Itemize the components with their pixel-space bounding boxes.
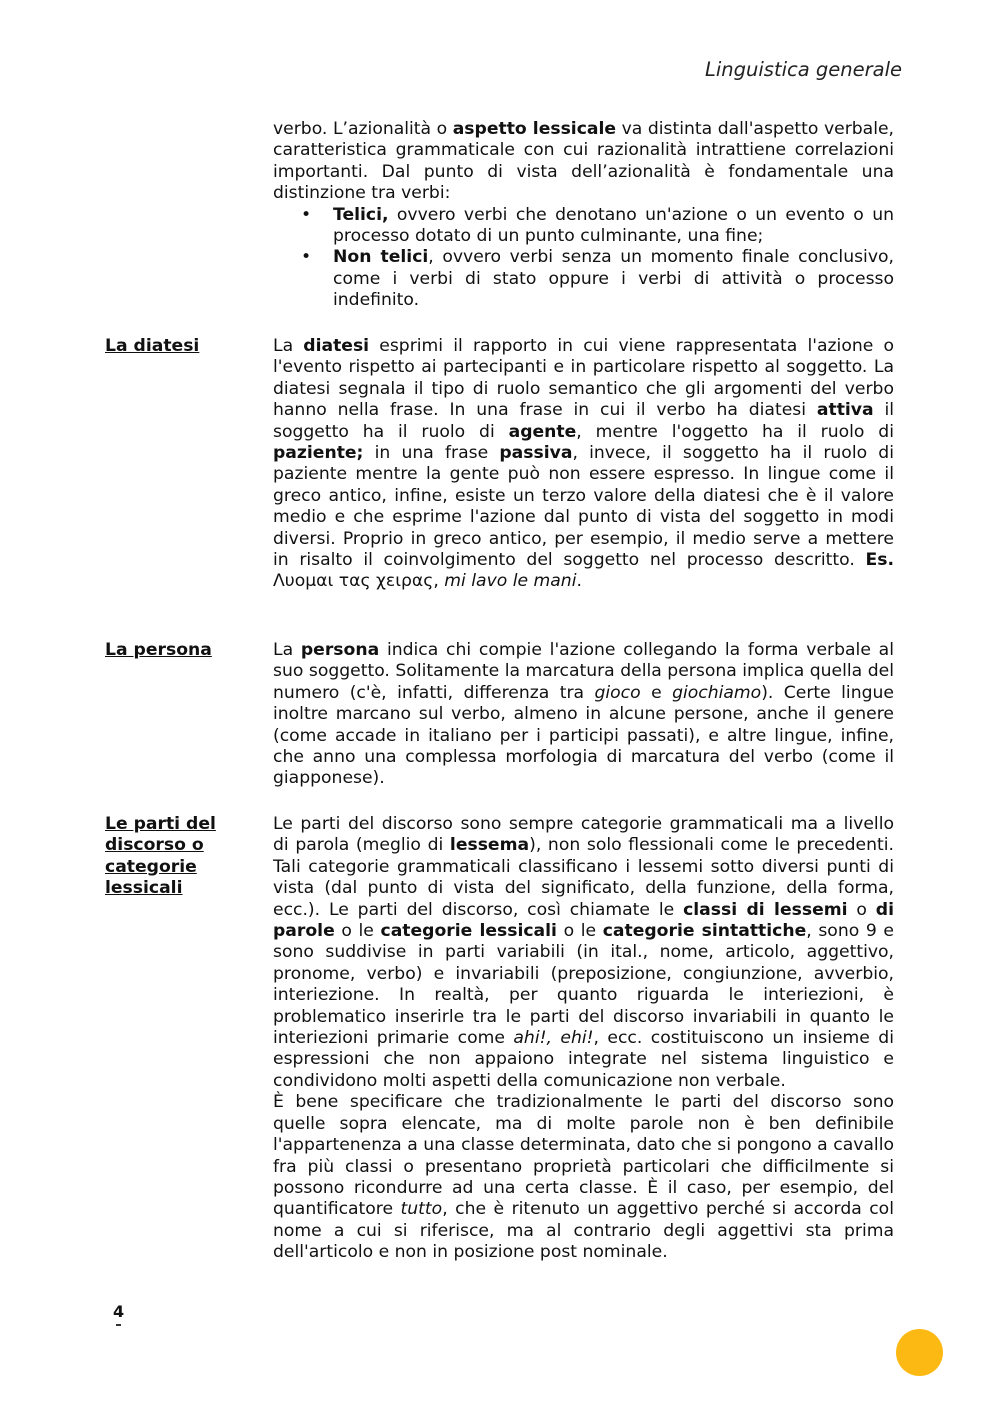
text-run: , ovvero verbi senza un momento finale conclusivo, come i verbi di stato oppure i verbi di attività o processo indefinito.: [333, 247, 894, 311]
bold-term: Telici,: [333, 204, 389, 225]
text-run: il soggetto ha il ruolo di: [273, 400, 895, 442]
italic-term: gioco: [594, 682, 641, 703]
bold-term: diatesi: [303, 336, 370, 356]
bold-term: aspetto lessicale: [452, 119, 617, 139]
text-run: Le parti del discorso sono sempre categorie grammaticali ma a livello di parola (meglio di: [273, 814, 894, 856]
section-body: [273, 814, 894, 1264]
italic-term: mi lavo le mani: [444, 571, 577, 592]
italic-term: tutto: [400, 1199, 443, 1220]
bold-term: persona: [300, 640, 380, 660]
bold-term: lessema: [449, 835, 530, 856]
text-run: va distinta dall'aspetto verbale, caratteristica grammaticale con cui razionalità intrattiene correlazioni importanti. Dal punto di vista dell’azionalità è fondamentale una distinzione tra verbi:: [273, 119, 895, 204]
bullet-list: [273, 205, 894, 312]
page-number-mark: [116, 1324, 121, 1326]
bold-term: di parole: [273, 899, 894, 942]
section-label: La persona: [105, 640, 212, 660]
italic-term: giochiamo: [672, 682, 762, 703]
list-item: [333, 205, 894, 248]
bold-term: agente: [508, 421, 577, 442]
text-run: verbo. L’azionalità o: [273, 119, 453, 139]
text-run: , mentre l'oggetto ha il ruolo di: [576, 421, 894, 442]
text-run: .: [576, 571, 582, 592]
text-run: ). Certe lingue inoltre marcano sul verbo, almeno in alcune persone, anche il genere (come accade in italiano per i participi passati), e altre lingue, infine, che anno una complessa morfologia di marcatura del verbo (come il giapponese).: [273, 682, 894, 789]
section-label: La diatesi: [105, 336, 200, 356]
bold-term: paziente;: [273, 443, 364, 464]
section-body: [273, 640, 894, 790]
bold-term: Es.: [865, 550, 894, 571]
section-label: Le parti del discorso o categorie lessicali: [105, 814, 216, 899]
text-run: , sono 9 e sono suddivise in parti variabili (in ital., nome, articolo, aggettivo, pronome, verbo) e invariabili (preposizione, congiunzione, avverbio, interiezione. In realtà, per quanto riguarda le interiezioni, è problematico inserirle tra le parti del discorso invariabili in quanto le interiezioni primarie come: [273, 921, 895, 1049]
decorative-circle-icon: [896, 1329, 943, 1376]
page-number: 4: [113, 1302, 125, 1321]
text-run: La: [273, 640, 301, 660]
text-run: ), non solo flessionali come le precedenti. Tali categorie grammaticali classificano i lessemi sotto diversi punti di vista (dal punto di vista del significato, della funzione, della forma, ecc.). Le parti del discorso, così chiamate le: [273, 835, 894, 920]
bold-term: categorie sintattiche: [602, 921, 807, 942]
italic-term: ahi!, ehi!: [513, 1028, 594, 1049]
text-run: Λυομαι τας χειρας,: [273, 571, 445, 592]
bold-term: Non telici: [333, 247, 429, 268]
list-item: [333, 247, 894, 311]
intro-paragraph: [273, 119, 894, 312]
running-header: Linguistica generale: [705, 58, 902, 81]
section-body: [273, 336, 894, 593]
text-run: o: [847, 899, 876, 920]
text-run: in una frase: [363, 443, 500, 464]
text-run: È bene specificare che tradizionalmente le parti del discorso sono quelle sopra elencate, ma di molte parole non è ben definibile l'appartenenza a una classe determinata, dato che si pongono a cavallo fra più classi o presentano proprietà particolari che difficilmente si possono ricondurre ad una certa classe. È il caso, per esempio, del quantificatore: [273, 1092, 894, 1220]
text-run: ovvero verbi che denotano un'azione o un evento o un processo dotato di un punto culminante, una fine;: [333, 204, 894, 247]
text-run: o le: [334, 921, 381, 942]
text-run: o le: [556, 921, 603, 942]
bold-term: attiva: [816, 400, 874, 421]
text-run: esprimi il rapporto in cui viene rappresentata l'azione o l'evento rispetto ai partecipanti e in particolare rispetto al soggetto. La diatesi segnala il tipo di ruolo semantico che gli argomenti del verbo hanno nella frase. In una frase in cui il verbo ha diatesi: [273, 336, 894, 421]
text-run: e: [640, 682, 673, 703]
bold-term: passiva: [499, 443, 573, 464]
text-run: indica chi compie l'azione collegando la forma verbale al suo soggetto. Solitamente la marcatura della persona implica quella del numero (c'è, infatti, differenza tra: [273, 640, 894, 703]
text-run: , che è ritenuto un aggettivo perché si accorda col nome a cui si riferisce, ma al contrario degli aggettivi sta prima dell'articolo e non in posizione post nominale.: [273, 1199, 894, 1263]
text-run: La: [273, 336, 304, 356]
text-run: , invece, il soggetto ha il ruolo di paziente mentre la gente può non essere espresso. In lingue come il greco antico, infine, esiste un terzo valore della diatesi che è il valore medio e che esprime l'azione dal punto di vista del soggetto in modi diversi. Proprio in greco antico, per esempio, il medio serve a mettere in risalto il coinvolgimento del soggetto nel processo descritto.: [273, 443, 894, 571]
bold-term: categorie lessicali: [380, 921, 557, 942]
bold-term: classi di lessemi: [683, 899, 848, 920]
text-run: , ecc. costituiscono un insieme di espressioni che non appaiono integrate nel sistema linguistico e condividono molti aspetti della comunicazione non verbale.: [273, 1028, 894, 1091]
